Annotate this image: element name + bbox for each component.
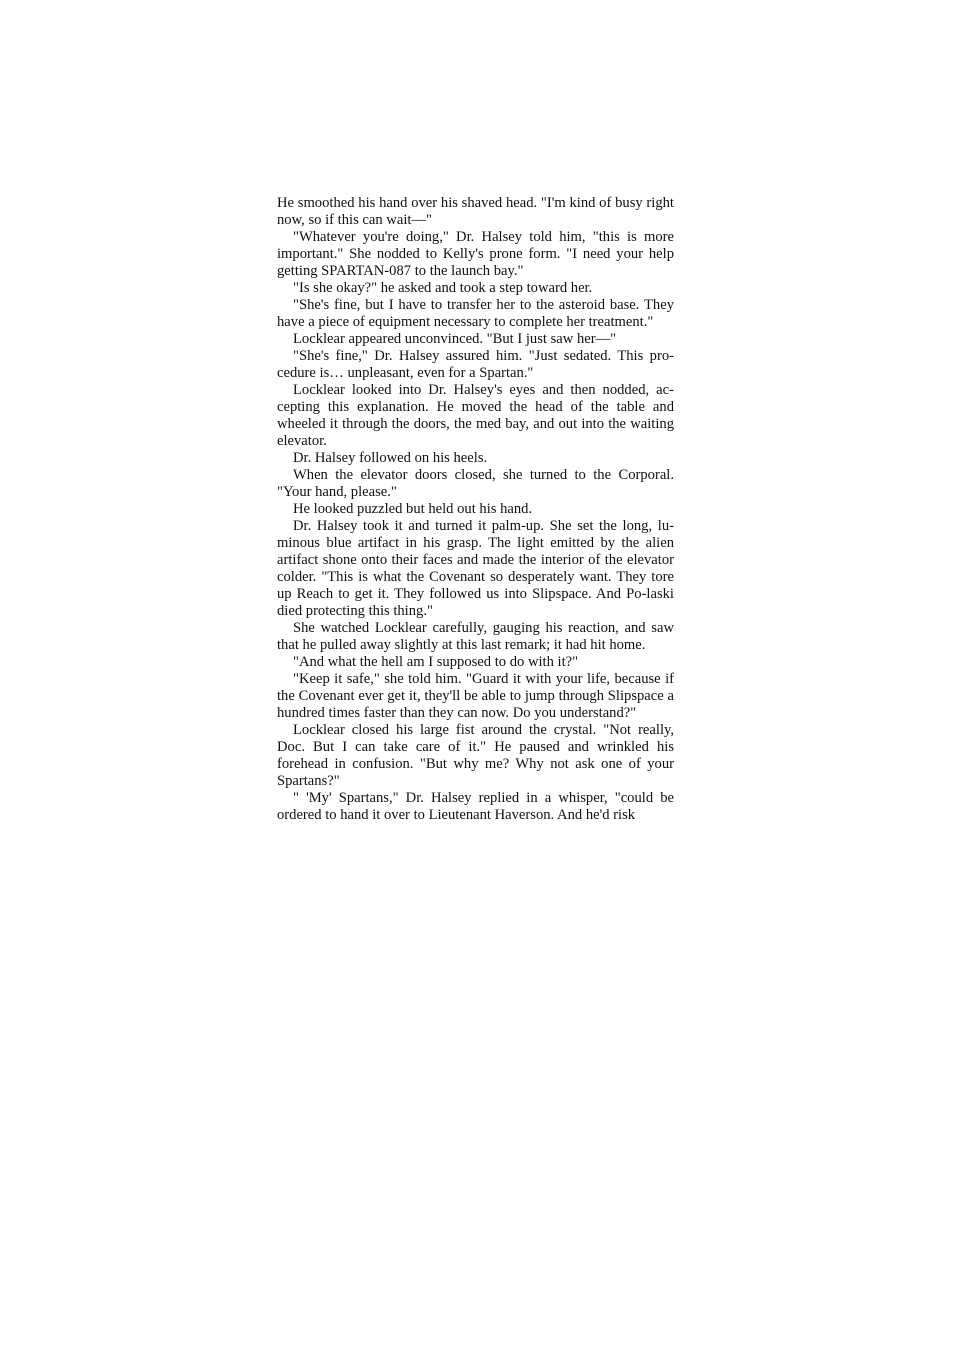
paragraph: Locklear closed his large fist around the crystal. "Not really, Doc. But I can take care of it." He paused and wrinkled his forehead in confusion. "But why me? Why not ask one of your Spartans?" — [277, 722, 674, 789]
paragraph: Locklear appeared unconvinced. "But I just saw her—" — [293, 331, 617, 347]
paragraph: Locklear looked into Dr. Halsey's eyes and then nodded, accepting this explanation. He moved the head of the table and wheeled it through the doors, the med bay, and out into the waiting elevator. — [277, 382, 674, 449]
paragraph: When the elevator doors closed, she turned to the Corporal. "Your hand, please." — [277, 467, 674, 500]
paragraph: " 'My' Spartans," Dr. Halsey replied in a whisper, "could be ordered to hand it over to Lieutenant Haverson. And he'd risk — [277, 790, 674, 823]
paragraph: Dr. Halsey followed on his heels. — [293, 450, 488, 466]
body-text — [277, 195, 674, 824]
paragraph: "Whatever you're doing," Dr. Halsey told him, "this is more important." She nodded to Kelly's prone form. "I need your help getting SPARTAN-087 to the launch bay." — [277, 229, 674, 279]
paragraph: He looked puzzled but held out his hand. — [293, 501, 533, 517]
paragraph: She watched Locklear carefully, gauging his reaction, and saw that he pulled away slightly at this last remark; it had hit home. — [277, 620, 674, 653]
paragraph: "And what the hell am I supposed to do with it?" — [293, 654, 579, 670]
paragraph: He smoothed his hand over his shaved head. "I'm kind of busy right now, so if this can wait—" — [277, 195, 674, 228]
paragraph: "Is she okay?" he asked and took a step toward her. — [293, 280, 593, 296]
paragraph: "She's fine," Dr. Halsey assured him. "Just sedated. This procedure is… unpleasant, even for a Spartan." — [277, 348, 674, 381]
paragraph: "Keep it safe," she told him. "Guard it with your life, because if the Covenant ever get it, they'll be able to jump through Slipspace a hundred times faster than they can now. Do you understand?" — [277, 671, 674, 721]
paragraph: "She's fine, but I have to transfer her to the asteroid base. They have a piece of equipment necessary to complete her treatment." — [277, 297, 674, 330]
paragraph: Dr. Halsey took it and turned it palm-up. She set the long, luminous blue artifact in his grasp. The light emitted by the alien artifact shone onto their faces and made the interior of the elevator colder. "This is what the Covenant so desperately want. They tore up Reach to get it. They followed us into Slipspace. And Po-laski died protecting this thing." — [277, 518, 674, 619]
